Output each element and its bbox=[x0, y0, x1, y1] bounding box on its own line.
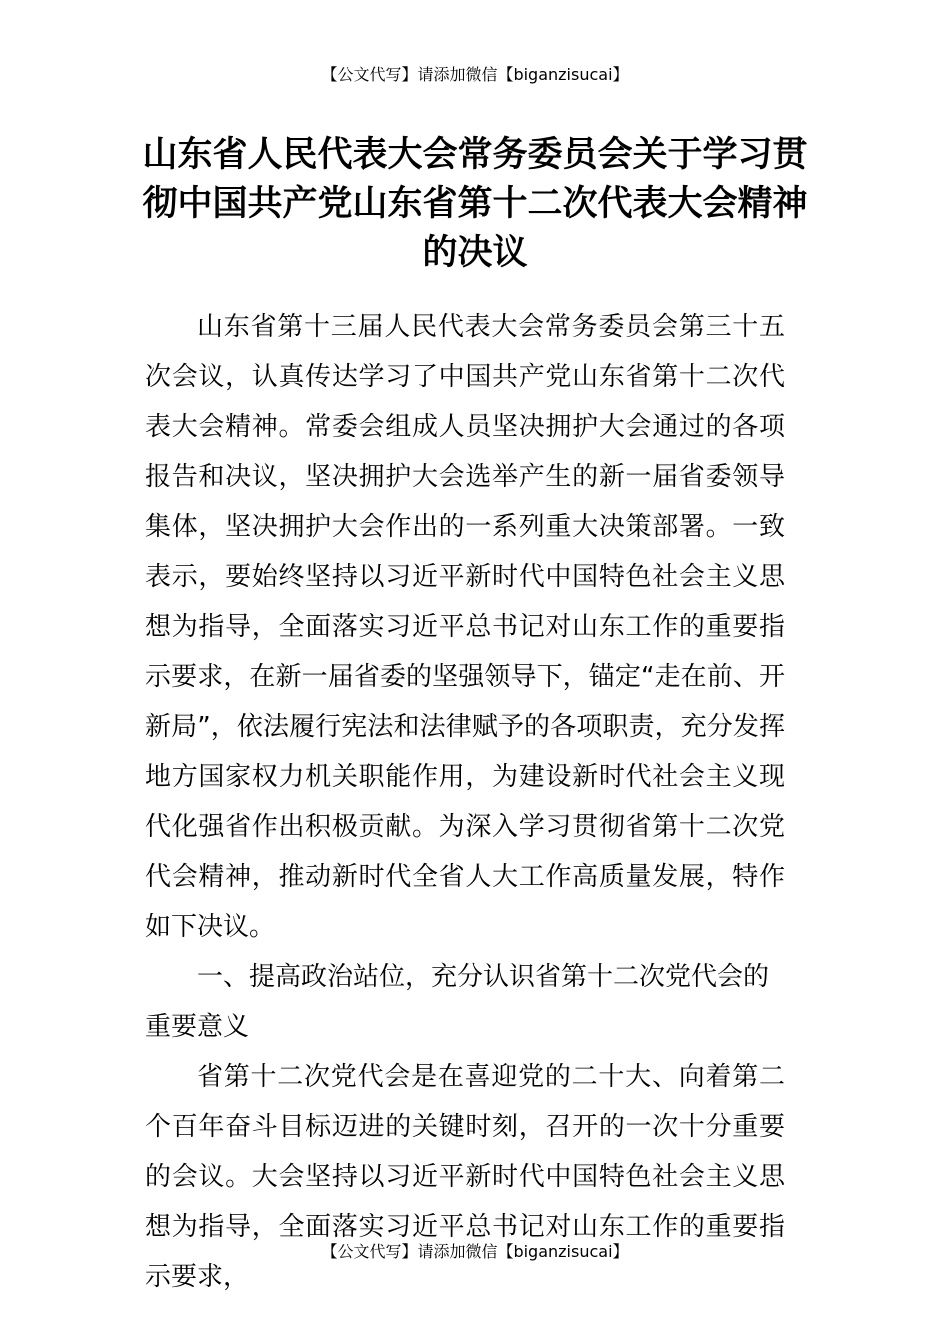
header-watermark-note: 【公文代写】请添加微信【biganzisucai】 bbox=[321, 65, 629, 84]
intro-paragraph: 山东省第十三届人民代表大会常务委员会第三十五次会议，认真传达学习了中国共产党山东省第十二次代表大会精神。常委会组成人员坚决拥护大会通过的各项报告和决议，坚决拥护大会选举产生的新一届省委领导集体，坚决拥护大会作出的一系列重大决策部署。一致表示，要始终坚持以习近平新时代中国特色社会主义思想为指导，全面落实习近平总书记对山东工作的重要指示要求，在新一届省委的坚强领导下，锚定“走在前、开新局”，依法履行宪法和法律赋予的各项职责，充分发挥地方国家权力机关职能作用，为建设新时代社会主义现代化强省作出积极贡献。为深入学习贯彻省第十二次党代会精神，推动新时代全省人大工作高质量发展，特作如下决议。 bbox=[145, 312, 785, 942]
section-heading: 一、提高政治站位，充分认识省第十二次党代会的重要意义 bbox=[145, 962, 770, 1042]
section-paragraph: 省第十二次党代会是在喜迎党的二十大、向着第二个百年奋斗目标迈进的关键时刻，召开的一次十分重要的会议。大会坚持以习近平新时代中国特色社会主义思想为指导，全面落实习近平总书记对山东工作的重要指示要求， bbox=[145, 1062, 785, 1292]
footer-watermark-note: 【公文代写】请添加微信【biganzisucai】 bbox=[321, 1242, 629, 1261]
document-body bbox=[145, 302, 785, 1302]
document-title: 山东省人民代表大会常务委员会关于学习贯彻中国共产党山东省第十二次代表大会精神的决议 bbox=[142, 135, 808, 273]
